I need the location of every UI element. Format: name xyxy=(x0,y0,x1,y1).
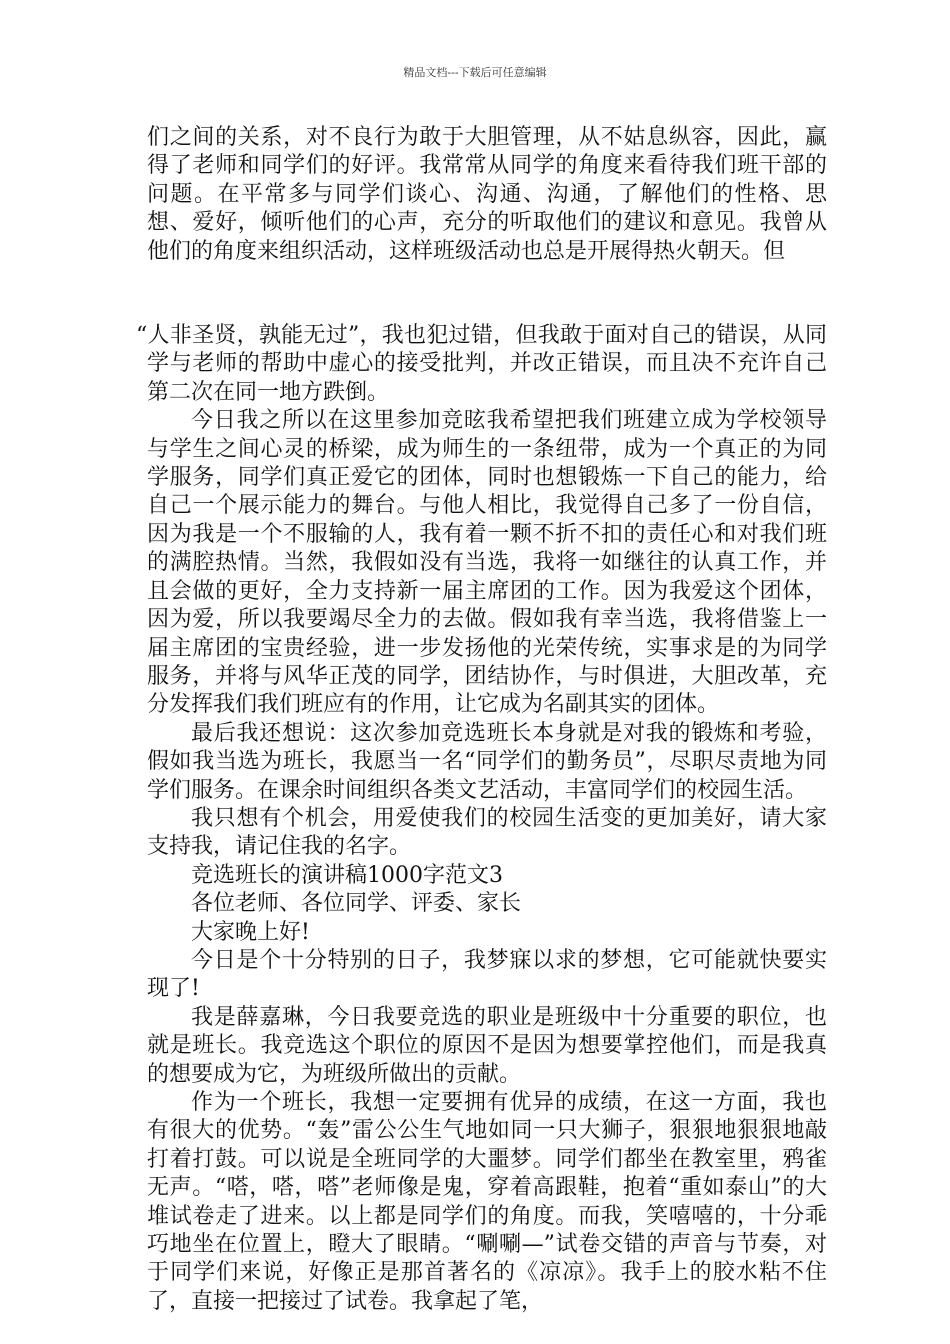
paragraph: 我是薛嘉琳，今日我要竞选的职业是班级中十分重要的职位，也就是班长。我竞选这个职位的原因不是因为想要掌控他们，而是我真的想要成为它，为班级所做出的贡献。 xyxy=(147,1004,827,1087)
page-header: 精品文档---下载后可任意编辑 xyxy=(403,66,547,79)
paragraph: 们之间的关系，对不良行为敢于大胆管理，从不姑息纵容，因此，赢得了老师和同学们的好评。我常常从同学的角度来看待我们班干部的问题。在平常多与同学们谈心、沟通、沟通，了解他们的性格、思想、爱好，倾听他们的心声，充分的听取他们的建议和意见。我曾从他们的角度来组织活动，这样班级活动也总是开展得热火朝天。但 xyxy=(147,125,827,264)
paragraph: 今日是个十分特别的日子，我梦寐以求的梦想，它可能就快要实现了! xyxy=(147,947,827,1002)
paragraph: “人非圣贤，孰能无过”，我也犯过错，但我敢于面对自己的错误，从同学与老师的帮助中虚心的接受批判，并改正错误，而且决不充许自己第二次在同一地方跌倒。 xyxy=(136,323,827,405)
section-title: 竞选班长的演讲稿1000字范文3 xyxy=(191,862,503,888)
paragraph: 作为一个班长，我想一定要拥有优异的成绩，在这一方面，我也有很大的优势。“轰”雷公公生气地如同一只大狮子，狠狠地狠狠地敲打着打鼓。可以说是全班同学的大噩梦。同学们都坐在教室里，鸦雀无声。“嗒，嗒，嗒”老师像是鬼，穿着高跟鞋，抱着“重如泰山”的大堆试卷走了进来。以上都是同学们的角度。而我，笑嘻嘻的，十分乖巧地坐在位置上，瞪大了眼睛。“唰唰—”试卷交错的声音与节奏，对于同学们来说，好像正是那首著名的《凉凉》。我手上的胶水粘不住了，直接一把接过了试卷。我拿起了笔， xyxy=(147,1090,827,1314)
paragraph: 我只想有个机会，用爱使我们的校园生活变的更加美好，请大家支持我，请记住我的名字。 xyxy=(147,805,827,860)
document-body xyxy=(136,124,827,1316)
salutation: 各位老师、各位同学、评委、家长 xyxy=(191,891,522,917)
paragraph-gap xyxy=(147,266,827,322)
paragraph: 最后我还想说：这次参加竞选班长本身就是对我的锻炼和考验，假如我当选为班长，我愿当一名“同学们的勤务员”，尽职尽责地为同学们服务。在课余时间组织各类文艺活动，丰富同学们的校园生活。 xyxy=(147,720,827,803)
greeting: 大家晚上好! xyxy=(191,919,310,945)
paragraph: 今日我之所以在这里参加竞昡我希望把我们班建立成为学校领导与学生之间心灵的桥梁，成为师生的一条纽带，成为一个真正的为同学服务，同学们真正爱它的团体，同时也想锻炼一下自己的能力，给自己一个展示能力的舞台。与他人相比，我觉得自己多了一份自信，因为我是一个不服输的人，我有着一颗不折不扣的责任心和对我们班的满腔热情。当然，我假如没有当选，我将一如继往的认真工作，并且会做的更好，全力支持新一届主席团的工作。因为我爱这个团体，因为爱，所以我要竭尽全力的去做。假如我有幸当选，我将借鉴上一届主席团的宝贵经验，进一步发扬他的光荣传统，实事求是的为同学服务，并将与风华正茂的同学，团结协作，与时俱进，大胆改革，充分发挥我们我们班应有的作用，让它成为名副其实的团体。 xyxy=(147,408,827,718)
